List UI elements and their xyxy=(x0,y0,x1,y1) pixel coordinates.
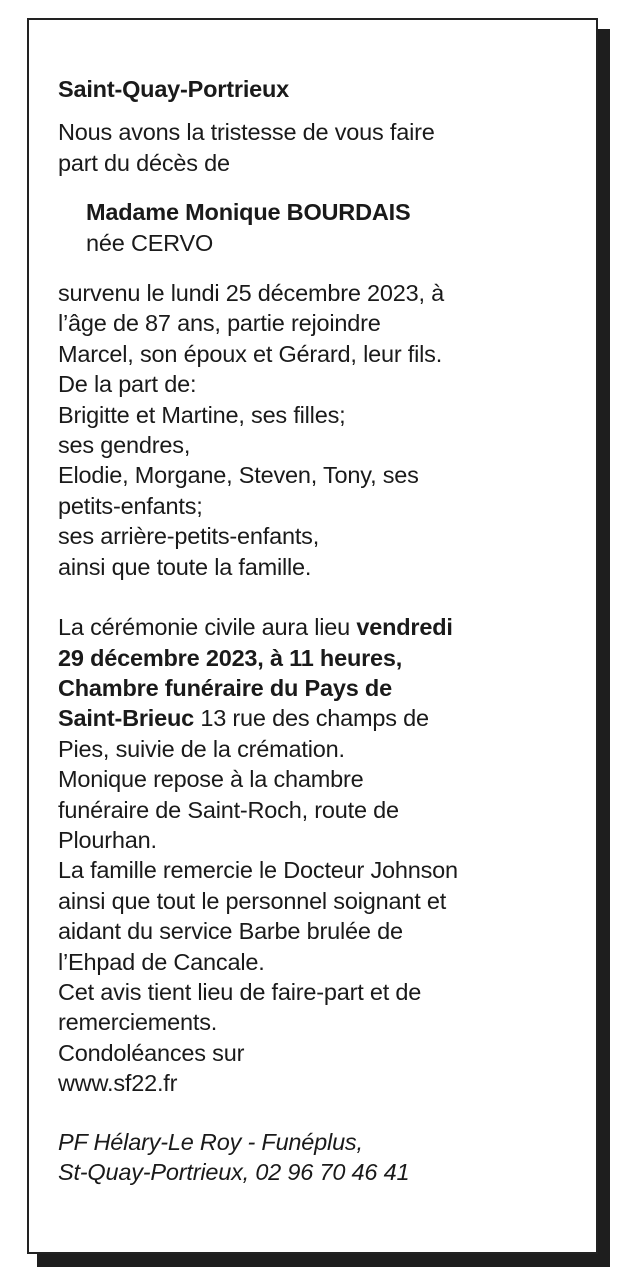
intro-line: part du décès de xyxy=(58,149,230,176)
ceremony-line: Plourhan. xyxy=(58,826,157,853)
family-line: l’âge de 87 ans, partie rejoindre xyxy=(58,310,381,337)
ceremony-venue: Chambre funéraire du Pays de xyxy=(58,674,392,701)
ceremony-line: La famille remercie le Docteur Johnson xyxy=(58,857,458,884)
ceremony-line: ainsi que tout le personnel soignant et xyxy=(58,887,447,914)
ceremony-line xyxy=(58,703,538,733)
signature-line: PF Hélary-Le Roy - Funéplus, xyxy=(58,1128,363,1155)
family-line: petits-enfants; xyxy=(58,492,203,519)
condolences-url: www.sf22.fr xyxy=(58,1070,178,1097)
ceremony-address: 13 rue des champs de xyxy=(194,705,429,732)
family-line: survenu le lundi 25 décembre 2023, à xyxy=(58,280,445,307)
ceremony-line: l’Ehpad de Cancale. xyxy=(58,948,265,975)
ceremony-line: Pies, suivie de la crémation. xyxy=(58,735,345,762)
notice-content xyxy=(58,74,538,1187)
deceased-name: Madame Monique BOURDAIS xyxy=(86,199,411,226)
family-line: De la part de: xyxy=(58,371,197,398)
signature-line: St-Quay-Portrieux, 02 96 70 46 41 xyxy=(58,1159,410,1185)
ceremony-text: La cérémonie civile aura lieu xyxy=(58,614,357,641)
ceremony-date: 29 décembre 2023, à 11 heures, xyxy=(58,644,403,671)
family-line: Marcel, son époux et Gérard, leur fils. xyxy=(58,340,443,367)
family-line: Brigitte et Martine, ses filles; xyxy=(58,401,346,428)
ceremony-paragraph xyxy=(58,612,538,1099)
ceremony-line: Monique repose à la chambre xyxy=(58,766,364,793)
ceremony-line: aidant du service Barbe brulée de xyxy=(58,918,403,945)
deceased-block xyxy=(58,197,538,258)
family-line: ainsi que toute la famille. xyxy=(58,553,312,580)
ceremony-venue-city: Saint-Brieuc xyxy=(58,705,195,732)
deceased-birth-name: née CERVO xyxy=(86,229,214,256)
paragraph-spacer xyxy=(58,582,538,612)
notice-town: Saint-Quay-Portrieux xyxy=(58,76,290,102)
family-line: ses gendres, xyxy=(58,432,191,459)
family-line: Elodie, Morgane, Steven, Tony, ses xyxy=(58,462,419,489)
ceremony-line: funéraire de Saint-Roch, route de xyxy=(58,796,399,823)
ceremony-line xyxy=(58,612,538,642)
intro-line: Nous avons la tristesse de vous faire xyxy=(58,119,435,146)
ceremony-day: vendredi xyxy=(356,614,453,641)
family-line: ses arrière-petits-enfants, xyxy=(58,523,320,550)
funeral-home-signature xyxy=(58,1127,538,1188)
intro-paragraph xyxy=(58,117,538,178)
ceremony-line: Cet avis tient lieu de faire-part et de xyxy=(58,978,422,1005)
ceremony-line: Condoléances sur xyxy=(58,1039,245,1066)
ceremony-line: remerciements. xyxy=(58,1009,218,1036)
family-paragraph xyxy=(58,278,538,582)
